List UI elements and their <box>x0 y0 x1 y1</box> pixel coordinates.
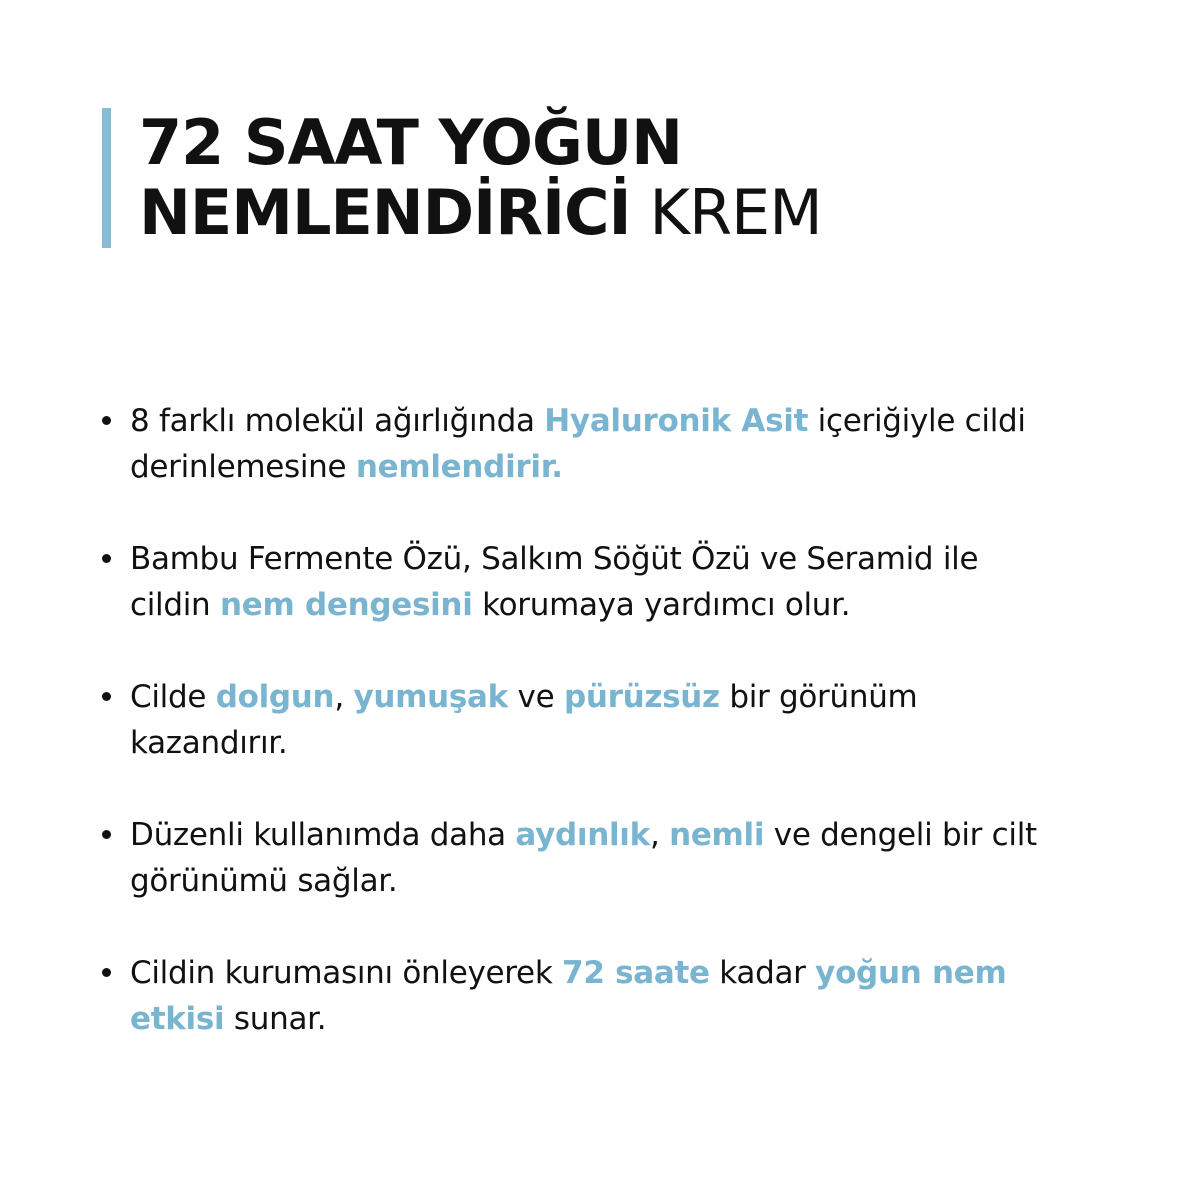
highlight-segment: 72 saate <box>562 955 710 991</box>
highlight-segment: nem dengesini <box>219 587 473 623</box>
highlight-segment: pürüzsüz <box>563 679 720 715</box>
highlight-segment: Hyaluronik Asit <box>544 403 809 439</box>
text-segment: kadar <box>709 955 816 991</box>
text-segment: ve dengeli bir cilt görünümü sağlar. <box>130 817 1037 899</box>
text-segment: içeriğiyle cildi derinlemesine <box>130 403 1026 485</box>
benefit-text <box>130 541 978 623</box>
highlight-segment: nemlendirir. <box>355 449 563 485</box>
text-segment: ve <box>508 679 564 715</box>
text-segment: Bambu Fermente Özü, Salkım Söğüt Özü ve Seramid ile cildin <box>130 541 979 623</box>
benefit-text <box>130 955 1006 1037</box>
highlight-segment: nemli <box>669 817 765 853</box>
highlight-segment: aydınlık <box>515 817 650 853</box>
text-segment: , <box>334 679 354 715</box>
highlight-segment: yumuşak <box>353 679 508 715</box>
highlight-segment: dolgun <box>215 679 335 715</box>
bullet-dot-icon <box>102 416 111 425</box>
bullet-dot-icon <box>102 830 111 839</box>
benefit-list <box>100 398 1060 1088</box>
text-segment: , <box>649 817 670 853</box>
benefit-item <box>100 398 1060 490</box>
title-line-2 <box>139 178 822 248</box>
page-title <box>102 108 822 248</box>
text-segment: bir görünüm kazandırır. <box>130 679 918 761</box>
bullet-dot-icon <box>102 968 111 977</box>
title-line-2-light: KREM <box>630 176 822 249</box>
title-line-1: 72 SAAT YOĞUN <box>139 106 683 179</box>
benefit-item <box>100 950 1060 1042</box>
benefit-text <box>130 817 1037 899</box>
text-segment: korumaya yardımcı olur. <box>472 587 851 623</box>
benefit-text <box>130 679 917 761</box>
text-segment: 8 farklı molekül ağırlığında <box>130 403 545 439</box>
text-segment: sunar. <box>224 1001 327 1037</box>
text-segment: Cildin kurumasını önleyerek <box>130 955 563 991</box>
benefit-text <box>130 403 1026 485</box>
text-segment: Düzenli kullanımda daha <box>130 817 516 853</box>
highlight-segment: yoğun nem etkisi <box>130 955 1007 1037</box>
benefit-item <box>100 812 1060 904</box>
title-line-2-bold: NEMLENDİRİCİ <box>139 176 631 249</box>
benefit-item <box>100 674 1060 766</box>
benefit-item <box>100 536 1060 628</box>
text-segment: Cilde <box>130 679 216 715</box>
bullet-dot-icon <box>102 554 111 563</box>
bullet-dot-icon <box>102 692 111 701</box>
